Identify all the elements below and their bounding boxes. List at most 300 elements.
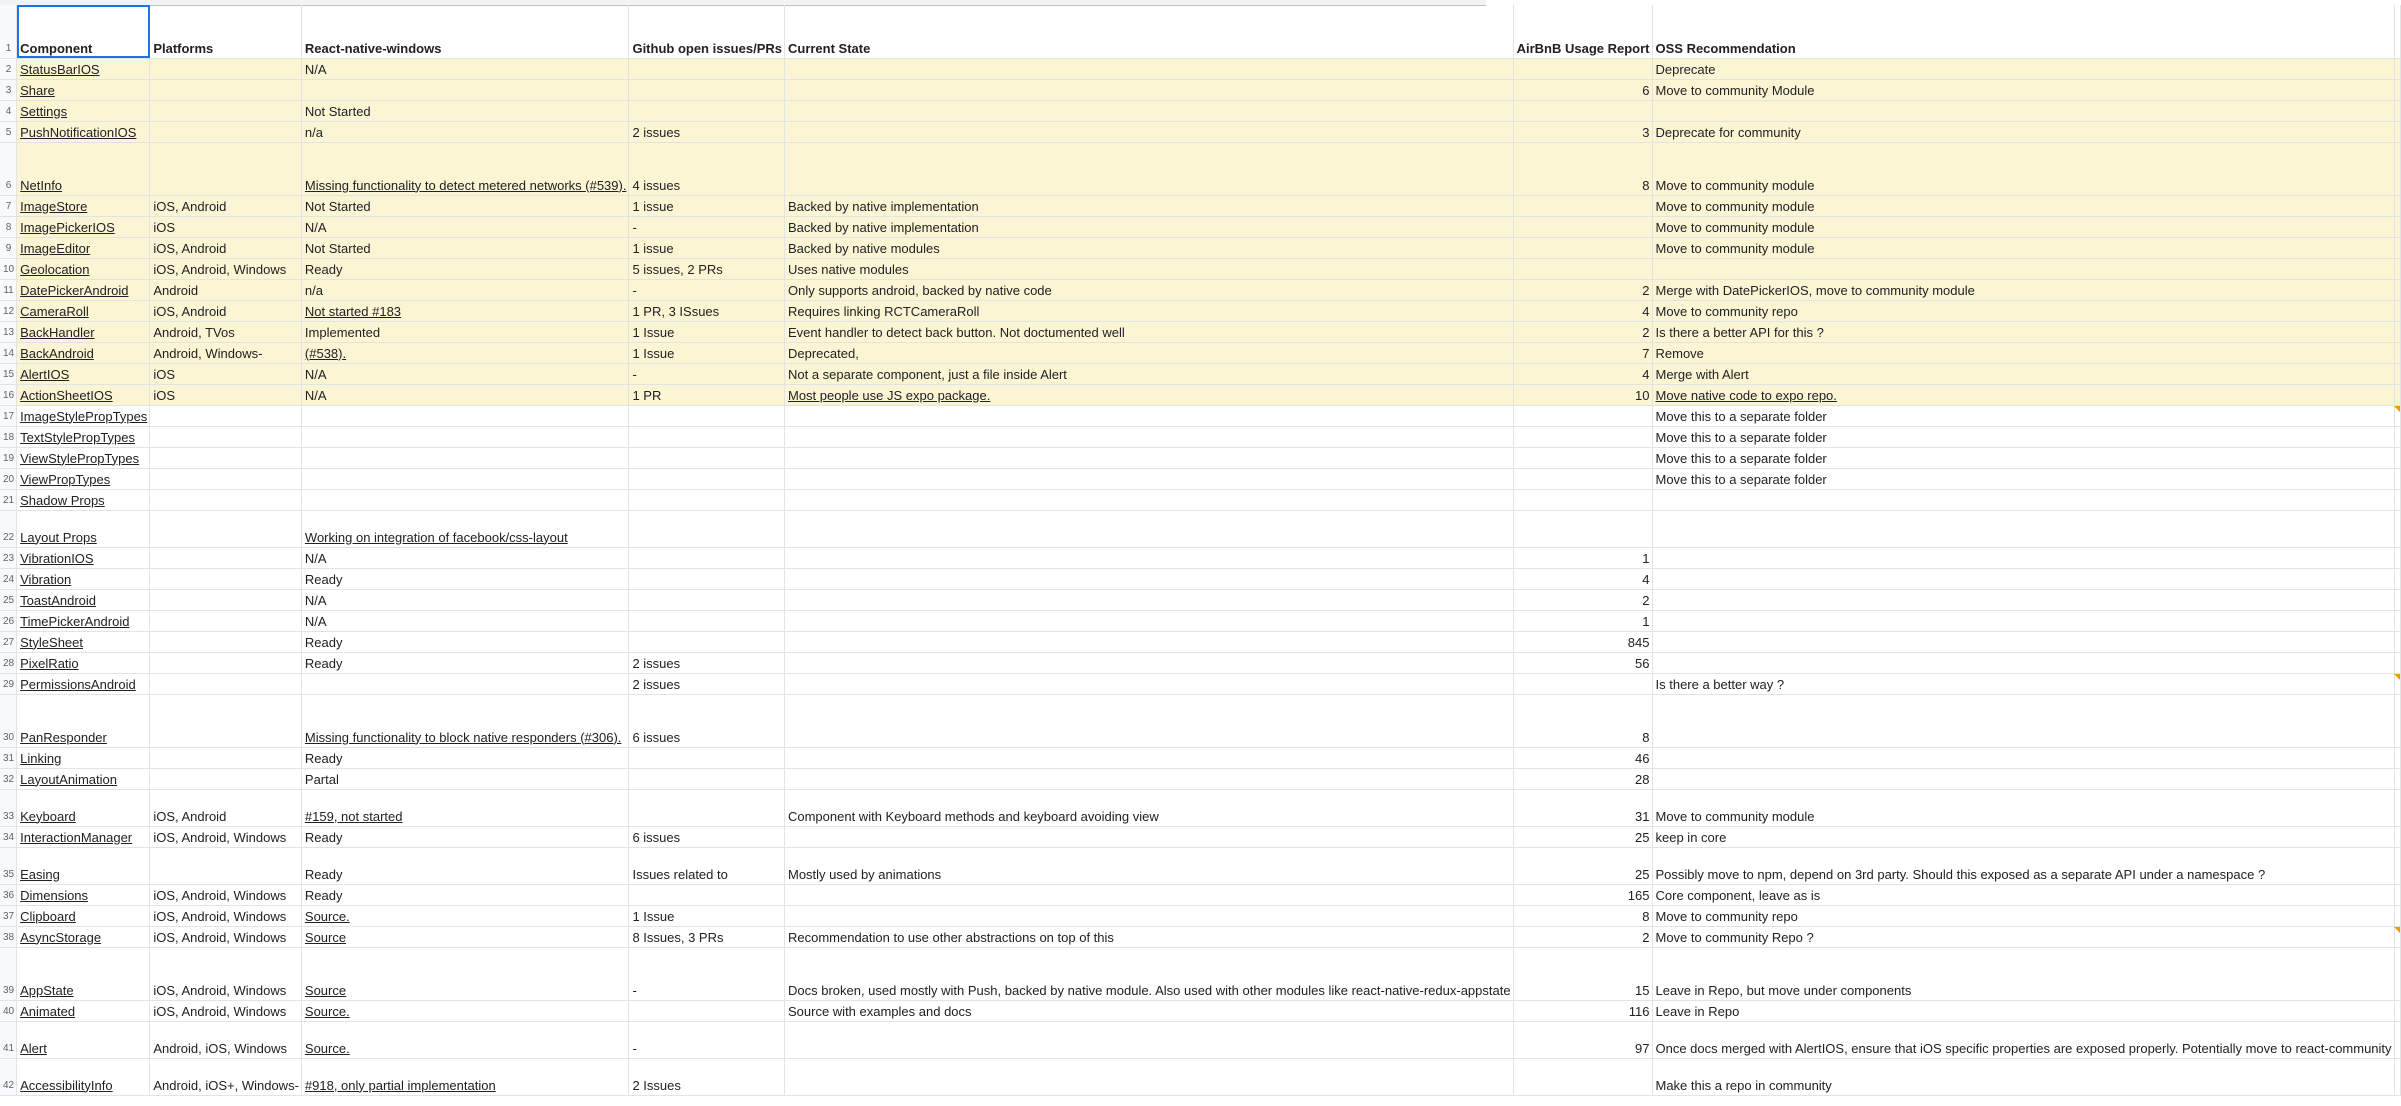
component-cell[interactable] [17, 426, 150, 447]
component-cell[interactable] [17, 321, 150, 342]
state-cell[interactable]: Only supports android, backed by native code [784, 279, 1513, 300]
airbnb-usage-cell[interactable]: 4 [1513, 300, 1652, 321]
row-number[interactable]: 18 [0, 426, 17, 447]
github-cell[interactable]: 2 issues [629, 673, 785, 694]
cell-link[interactable]: ViewPropTypes [20, 471, 111, 487]
state-cell[interactable] [784, 100, 1513, 121]
cell-link[interactable]: ImageStylePropTypes [20, 408, 148, 424]
github-cell[interactable]: 1 issue [629, 237, 785, 258]
airbnb-usage-cell[interactable]: 3 [1513, 121, 1652, 142]
component-cell[interactable] [17, 768, 150, 789]
github-cell[interactable] [629, 100, 785, 121]
airbnb-usage-cell[interactable]: 2 [1513, 279, 1652, 300]
oss-recommendation-cell[interactable] [1652, 768, 2394, 789]
empty-cell[interactable] [2394, 768, 2400, 789]
component-cell[interactable] [17, 884, 150, 905]
cell-link[interactable]: TimePickerAndroid [20, 613, 130, 629]
cell-link[interactable]: LayoutAnimation [20, 771, 117, 787]
cell-link[interactable]: Settings [20, 103, 68, 119]
airbnb-usage-cell[interactable]: 4 [1513, 568, 1652, 589]
platforms-cell[interactable]: iOS, Android [150, 300, 302, 321]
github-cell[interactable]: 2 issues [629, 652, 785, 673]
platforms-cell[interactable] [150, 694, 302, 747]
airbnb-usage-cell[interactable]: 8 [1513, 694, 1652, 747]
cell-link[interactable]: Alert [20, 1040, 47, 1056]
cell-link[interactable]: Source [304, 982, 347, 998]
empty-cell[interactable] [2394, 847, 2400, 884]
cell-link[interactable]: Working on integration of facebook/css-layout [304, 529, 568, 545]
state-cell[interactable] [784, 79, 1513, 100]
empty-cell[interactable] [2394, 258, 2400, 279]
state-cell[interactable] [784, 884, 1513, 905]
state-cell[interactable]: Backed by native implementation [784, 195, 1513, 216]
github-cell[interactable] [629, 747, 785, 768]
row-number[interactable]: 37 [0, 905, 17, 926]
cell-link[interactable]: Clipboard [20, 908, 76, 924]
state-cell[interactable] [784, 631, 1513, 652]
rnw-cell[interactable] [301, 468, 629, 489]
airbnb-usage-cell[interactable]: 97 [1513, 1021, 1652, 1058]
oss-recommendation-cell[interactable]: Move this to a separate folder [1652, 447, 2394, 468]
empty-cell[interactable] [2394, 1000, 2400, 1021]
platforms-cell[interactable] [150, 547, 302, 568]
airbnb-usage-cell[interactable]: 1 [1513, 610, 1652, 631]
platforms-cell[interactable] [150, 468, 302, 489]
row-number[interactable]: 42 [0, 1058, 17, 1095]
oss-recommendation-cell[interactable]: Is there a better way ? [1652, 673, 2394, 694]
row-number[interactable]: 22 [0, 510, 17, 547]
airbnb-usage-cell[interactable] [1513, 100, 1652, 121]
cell-link[interactable]: PixelRatio [20, 655, 79, 671]
cell-link[interactable]: Dimensions [20, 887, 89, 903]
empty-cell[interactable] [2394, 826, 2400, 847]
platforms-cell[interactable] [150, 79, 302, 100]
rnw-cell[interactable]: Not Started [301, 195, 629, 216]
component-cell[interactable] [17, 747, 150, 768]
oss-recommendation-cell[interactable]: Move this to a separate folder [1652, 426, 2394, 447]
component-cell[interactable] [17, 610, 150, 631]
platforms-cell[interactable] [150, 58, 302, 79]
component-cell[interactable] [17, 1021, 150, 1058]
oss-recommendation-cell[interactable]: Move this to a separate folder [1652, 405, 2394, 426]
rnw-cell[interactable]: Ready [301, 568, 629, 589]
row-number[interactable]: 17 [0, 405, 17, 426]
cell-link[interactable]: Animated [20, 1003, 76, 1019]
airbnb-usage-cell[interactable]: 845 [1513, 631, 1652, 652]
github-cell[interactable]: 6 issues [629, 826, 785, 847]
airbnb-usage-cell[interactable]: 10 [1513, 384, 1652, 405]
oss-recommendation-cell[interactable]: Possibly move to npm, depend on 3rd party. Should this exposed as a separate API under a namespace ? [1652, 847, 2394, 884]
github-cell[interactable] [629, 789, 785, 826]
component-cell[interactable] [17, 300, 150, 321]
row-number[interactable]: 30 [0, 694, 17, 747]
row-number[interactable]: 26 [0, 610, 17, 631]
platforms-cell[interactable]: iOS [150, 216, 302, 237]
rnw-cell[interactable]: N/A [301, 610, 629, 631]
row-number[interactable]: 38 [0, 926, 17, 947]
oss-recommendation-cell[interactable] [1652, 100, 2394, 121]
rnw-cell[interactable]: n/a [301, 121, 629, 142]
empty-cell[interactable] [2394, 1021, 2400, 1058]
empty-cell[interactable] [2394, 300, 2400, 321]
airbnb-usage-cell[interactable]: 2 [1513, 926, 1652, 947]
platforms-cell[interactable]: iOS, Android [150, 237, 302, 258]
rnw-cell[interactable] [301, 79, 629, 100]
row-number[interactable]: 1 [0, 5, 17, 58]
cell-link[interactable]: Geolocation [20, 261, 90, 277]
github-cell[interactable]: 1 PR [629, 384, 785, 405]
platforms-cell[interactable]: Android, Windows- [150, 342, 302, 363]
airbnb-usage-cell[interactable] [1513, 447, 1652, 468]
github-cell[interactable]: - [629, 279, 785, 300]
component-cell[interactable] [17, 847, 150, 884]
github-cell[interactable] [629, 568, 785, 589]
oss-recommendation-cell[interactable] [1652, 510, 2394, 547]
platforms-cell[interactable] [150, 673, 302, 694]
row-number[interactable]: 15 [0, 363, 17, 384]
github-cell[interactable] [629, 510, 785, 547]
row-number[interactable]: 29 [0, 673, 17, 694]
row-number[interactable]: 24 [0, 568, 17, 589]
row-number[interactable]: 34 [0, 826, 17, 847]
cell-link[interactable]: AppState [20, 982, 74, 998]
empty-cell[interactable] [2394, 652, 2400, 673]
platforms-cell[interactable] [150, 747, 302, 768]
row-number[interactable]: 32 [0, 768, 17, 789]
header-airbnb-usage[interactable]: AirBnB Usage Report [1513, 5, 1652, 58]
oss-recommendation-cell[interactable]: Move to community module [1652, 789, 2394, 826]
rnw-cell[interactable]: Ready [301, 847, 629, 884]
rnw-cell[interactable]: N/A [301, 589, 629, 610]
airbnb-usage-cell[interactable]: 165 [1513, 884, 1652, 905]
row-number[interactable]: 28 [0, 652, 17, 673]
platforms-cell[interactable] [150, 121, 302, 142]
cell-link[interactable]: Keyboard [20, 808, 76, 824]
cell-link[interactable]: TextStylePropTypes [20, 429, 136, 445]
cell-link[interactable]: #159, not started [304, 808, 403, 824]
rnw-cell[interactable] [301, 1000, 629, 1021]
rnw-cell[interactable]: Ready [301, 884, 629, 905]
github-cell[interactable] [629, 1000, 785, 1021]
cell-link[interactable]: VibrationIOS [20, 550, 94, 566]
cell-link[interactable]: Move native code to expo repo. [1655, 387, 1837, 403]
oss-recommendation-cell[interactable] [1652, 694, 2394, 747]
platforms-cell[interactable] [150, 652, 302, 673]
component-cell[interactable] [17, 694, 150, 747]
oss-recommendation-cell[interactable]: Move to community module [1652, 216, 2394, 237]
rnw-cell[interactable] [301, 489, 629, 510]
state-cell[interactable]: Recommendation to use other abstractions on top of this [784, 926, 1513, 947]
rnw-cell[interactable]: Ready [301, 631, 629, 652]
state-cell[interactable] [784, 1021, 1513, 1058]
cell-link[interactable]: ToastAndroid [20, 592, 97, 608]
state-cell[interactable] [784, 747, 1513, 768]
state-cell[interactable]: Backed by native modules [784, 237, 1513, 258]
github-cell[interactable]: 1 issue [629, 195, 785, 216]
platforms-cell[interactable]: iOS, Android, Windows [150, 905, 302, 926]
platforms-cell[interactable]: iOS, Android, Windows [150, 826, 302, 847]
row-number[interactable]: 27 [0, 631, 17, 652]
state-cell[interactable] [784, 694, 1513, 747]
empty-cell[interactable] [2394, 216, 2400, 237]
rnw-cell[interactable] [301, 926, 629, 947]
component-cell[interactable] [17, 926, 150, 947]
component-cell[interactable] [17, 468, 150, 489]
airbnb-usage-cell[interactable]: 8 [1513, 905, 1652, 926]
platforms-cell[interactable]: iOS [150, 384, 302, 405]
rnw-cell[interactable]: N/A [301, 58, 629, 79]
empty-cell[interactable] [2394, 747, 2400, 768]
cell-link[interactable]: StatusBarIOS [20, 61, 100, 77]
state-cell[interactable] [784, 610, 1513, 631]
state-cell[interactable] [784, 905, 1513, 926]
cell-link[interactable]: Source. [304, 1040, 350, 1056]
empty-cell[interactable] [2394, 789, 2400, 826]
cell-link[interactable]: PermissionsAndroid [20, 676, 136, 692]
empty-cell[interactable] [2394, 5, 2400, 58]
rnw-cell[interactable]: Ready [301, 258, 629, 279]
rnw-cell[interactable]: N/A [301, 547, 629, 568]
airbnb-usage-cell[interactable]: 25 [1513, 847, 1652, 884]
github-cell[interactable]: 2 issues [629, 121, 785, 142]
rnw-cell[interactable]: Not Started [301, 100, 629, 121]
component-cell[interactable] [17, 447, 150, 468]
platforms-cell[interactable] [150, 426, 302, 447]
oss-recommendation-cell[interactable]: Once docs merged with AlertIOS, ensure that iOS specific properties are exposed properly. Potentially move to react-community [1652, 1021, 2394, 1058]
rnw-cell[interactable]: N/A [301, 384, 629, 405]
empty-cell[interactable] [2394, 321, 2400, 342]
row-number[interactable]: 13 [0, 321, 17, 342]
state-cell[interactable] [784, 510, 1513, 547]
empty-cell[interactable] [2394, 384, 2400, 405]
platforms-cell[interactable] [150, 489, 302, 510]
header-oss-recommendation[interactable]: OSS Recommendation [1652, 5, 2394, 58]
empty-cell[interactable] [2394, 79, 2400, 100]
oss-recommendation-cell[interactable]: Is there a better API for this ? [1652, 321, 2394, 342]
platforms-cell[interactable] [150, 589, 302, 610]
state-cell[interactable] [784, 673, 1513, 694]
airbnb-usage-cell[interactable] [1513, 1058, 1652, 1095]
component-cell[interactable] [17, 510, 150, 547]
rnw-cell[interactable] [301, 947, 629, 1000]
row-number[interactable]: 5 [0, 121, 17, 142]
cell-link[interactable]: Easing [20, 866, 60, 882]
cell-link[interactable]: PushNotificationIOS [20, 124, 137, 140]
rnw-cell[interactable] [301, 300, 629, 321]
cell-link[interactable]: Missing functionality to block native responders (#306). [304, 729, 622, 745]
platforms-cell[interactable] [150, 405, 302, 426]
platforms-cell[interactable]: Android [150, 279, 302, 300]
cell-link[interactable]: AccessibilityInfo [20, 1077, 113, 1093]
airbnb-usage-cell[interactable] [1513, 510, 1652, 547]
state-cell[interactable] [784, 426, 1513, 447]
component-cell[interactable] [17, 631, 150, 652]
empty-cell[interactable] [2394, 589, 2400, 610]
component-cell[interactable] [17, 342, 150, 363]
airbnb-usage-cell[interactable]: 2 [1513, 589, 1652, 610]
oss-recommendation-cell[interactable]: Move to community Repo ? [1652, 926, 2394, 947]
platforms-cell[interactable]: iOS, Android, Windows [150, 258, 302, 279]
platforms-cell[interactable]: Android, TVos [150, 321, 302, 342]
oss-recommendation-cell[interactable] [1652, 547, 2394, 568]
empty-cell[interactable] [2394, 279, 2400, 300]
empty-cell[interactable] [2394, 100, 2400, 121]
empty-cell[interactable] [2394, 142, 2400, 195]
component-cell[interactable] [17, 826, 150, 847]
platforms-cell[interactable] [150, 447, 302, 468]
component-cell[interactable] [17, 405, 150, 426]
oss-recommendation-cell[interactable] [1652, 258, 2394, 279]
state-cell[interactable] [784, 384, 1513, 405]
cell-link[interactable]: ImagePickerIOS [20, 219, 115, 235]
row-number[interactable]: 25 [0, 589, 17, 610]
rnw-cell[interactable] [301, 1058, 629, 1095]
platforms-cell[interactable]: iOS, Android, Windows [150, 947, 302, 1000]
cell-link[interactable]: (#538). [304, 345, 347, 361]
airbnb-usage-cell[interactable]: 25 [1513, 826, 1652, 847]
oss-recommendation-cell[interactable] [1652, 489, 2394, 510]
state-cell[interactable] [784, 447, 1513, 468]
header-platforms[interactable]: Platforms [150, 5, 302, 58]
rnw-cell[interactable] [301, 1021, 629, 1058]
airbnb-usage-cell[interactable]: 8 [1513, 142, 1652, 195]
airbnb-usage-cell[interactable] [1513, 426, 1652, 447]
oss-recommendation-cell[interactable]: Move to community repo [1652, 905, 2394, 926]
cell-link[interactable]: PanResponder [20, 729, 107, 745]
oss-recommendation-cell[interactable]: Merge with Alert [1652, 363, 2394, 384]
rnw-cell[interactable] [301, 789, 629, 826]
state-cell[interactable]: Source with examples and docs [784, 1000, 1513, 1021]
github-cell[interactable]: 1 Issue [629, 342, 785, 363]
airbnb-usage-cell[interactable]: 28 [1513, 768, 1652, 789]
empty-cell[interactable] [2394, 947, 2400, 1000]
oss-recommendation-cell[interactable]: Deprecate for community [1652, 121, 2394, 142]
rnw-cell[interactable] [301, 510, 629, 547]
component-cell[interactable] [17, 237, 150, 258]
state-cell[interactable]: Mostly used by animations [784, 847, 1513, 884]
airbnb-usage-cell[interactable] [1513, 195, 1652, 216]
row-number[interactable]: 33 [0, 789, 17, 826]
platforms-cell[interactable] [150, 568, 302, 589]
github-cell[interactable]: - [629, 1021, 785, 1058]
github-cell[interactable]: 1 Issue [629, 321, 785, 342]
rnw-cell[interactable] [301, 342, 629, 363]
cell-link[interactable]: InteractionManager [20, 829, 133, 845]
component-cell[interactable] [17, 142, 150, 195]
cell-link[interactable]: Source. [304, 1003, 350, 1019]
cell-link[interactable]: ImageStore [20, 198, 88, 214]
github-cell[interactable]: 8 Issues, 3 PRs [629, 926, 785, 947]
cell-link[interactable]: DatePickerAndroid [20, 282, 129, 298]
component-cell[interactable] [17, 58, 150, 79]
oss-recommendation-cell[interactable] [1652, 610, 2394, 631]
row-number[interactable]: 35 [0, 847, 17, 884]
oss-recommendation-cell[interactable] [1652, 747, 2394, 768]
oss-recommendation-cell[interactable]: Move to community module [1652, 237, 2394, 258]
state-cell[interactable] [784, 489, 1513, 510]
state-cell[interactable] [784, 142, 1513, 195]
github-cell[interactable]: - [629, 216, 785, 237]
cell-link[interactable]: Share [20, 82, 55, 98]
row-number[interactable]: 23 [0, 547, 17, 568]
github-cell[interactable]: Issues related to [629, 847, 785, 884]
row-number[interactable]: 6 [0, 142, 17, 195]
platforms-cell[interactable]: iOS, Android, Windows [150, 1000, 302, 1021]
platforms-cell[interactable]: Android, iOS, Windows [150, 1021, 302, 1058]
state-cell[interactable]: Not a separate component, just a file inside Alert [784, 363, 1513, 384]
rnw-cell[interactable] [301, 447, 629, 468]
airbnb-usage-cell[interactable] [1513, 216, 1652, 237]
cell-link[interactable]: Missing functionality to detect metered networks (#539). [304, 177, 627, 193]
cell-link[interactable]: Not started #183 [304, 303, 402, 319]
state-cell[interactable] [784, 405, 1513, 426]
state-cell[interactable]: Backed by native implementation [784, 216, 1513, 237]
github-cell[interactable] [629, 610, 785, 631]
platforms-cell[interactable]: iOS, Android [150, 789, 302, 826]
state-cell[interactable]: Requires linking RCTCameraRoll [784, 300, 1513, 321]
platforms-cell[interactable] [150, 510, 302, 547]
empty-cell[interactable] [2394, 510, 2400, 547]
empty-cell[interactable] [2394, 121, 2400, 142]
empty-cell[interactable] [2394, 195, 2400, 216]
rnw-cell[interactable] [301, 673, 629, 694]
state-cell[interactable] [784, 1058, 1513, 1095]
header-component[interactable]: Component [17, 5, 150, 58]
github-cell[interactable] [629, 768, 785, 789]
component-cell[interactable] [17, 589, 150, 610]
oss-recommendation-cell[interactable] [1652, 652, 2394, 673]
header-react-native-windows[interactable]: React-native-windows [301, 5, 629, 58]
airbnb-usage-cell[interactable]: 1 [1513, 547, 1652, 568]
component-cell[interactable] [17, 121, 150, 142]
platforms-cell[interactable] [150, 768, 302, 789]
cell-link[interactable]: StyleSheet [20, 634, 83, 650]
github-cell[interactable] [629, 426, 785, 447]
header-github-issues[interactable]: Github open issues/PRs [629, 5, 785, 58]
airbnb-usage-cell[interactable]: 15 [1513, 947, 1652, 1000]
state-cell[interactable] [784, 589, 1513, 610]
row-number[interactable]: 31 [0, 747, 17, 768]
github-cell[interactable] [629, 631, 785, 652]
component-cell[interactable] [17, 652, 150, 673]
github-cell[interactable]: 1 Issue [629, 905, 785, 926]
empty-cell[interactable] [2394, 468, 2400, 489]
rnw-cell[interactable]: Implemented [301, 321, 629, 342]
github-cell[interactable] [629, 884, 785, 905]
empty-cell[interactable] [2394, 342, 2400, 363]
row-number[interactable]: 14 [0, 342, 17, 363]
oss-recommendation-cell[interactable]: Make this a repo in community [1652, 1058, 2394, 1095]
component-cell[interactable] [17, 789, 150, 826]
state-cell[interactable]: Docs broken, used mostly with Push, backed by native module. Also used with other modules like react-native-redux-appstate [784, 947, 1513, 1000]
cell-link[interactable]: NetInfo [20, 177, 63, 193]
row-number[interactable]: 21 [0, 489, 17, 510]
empty-cell[interactable] [2394, 447, 2400, 468]
github-cell[interactable] [629, 489, 785, 510]
empty-cell[interactable] [2394, 610, 2400, 631]
state-cell[interactable] [784, 58, 1513, 79]
oss-recommendation-cell[interactable] [1652, 384, 2394, 405]
component-cell[interactable] [17, 905, 150, 926]
header-current-state[interactable]: Current State [784, 5, 1513, 58]
row-number[interactable]: 16 [0, 384, 17, 405]
cell-link[interactable]: CameraRoll [20, 303, 89, 319]
state-cell[interactable] [784, 768, 1513, 789]
empty-cell[interactable] [2394, 237, 2400, 258]
rnw-cell[interactable]: Partal [301, 768, 629, 789]
cell-link[interactable]: Source. [304, 908, 350, 924]
airbnb-usage-cell[interactable]: 4 [1513, 363, 1652, 384]
